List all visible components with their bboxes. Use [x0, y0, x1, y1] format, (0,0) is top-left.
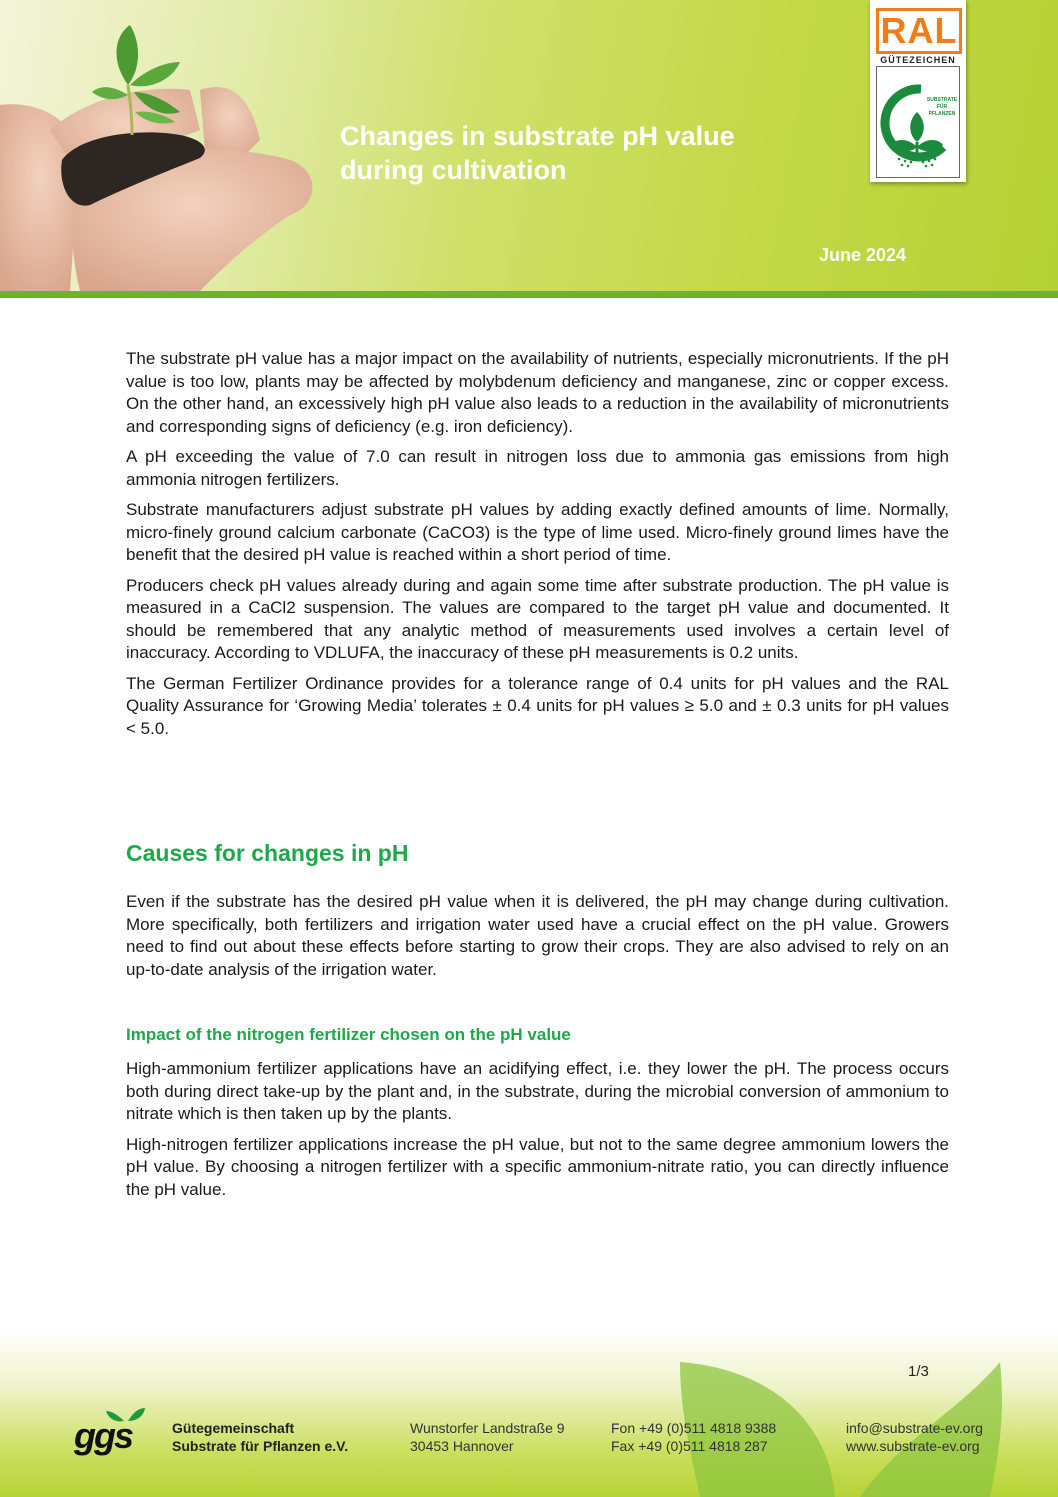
decorative-leaves-icon — [0, 1330, 1058, 1497]
org-line-2: Substrate für Pflanzen e.V. — [172, 1438, 349, 1454]
address — [410, 1419, 565, 1455]
website-link[interactable]: www.substrate-ev.org — [846, 1438, 980, 1454]
email-link[interactable]: info@substrate-ev.org — [846, 1420, 983, 1436]
causes-section — [126, 891, 949, 989]
seal-text: SUBSTRATE FÜR PFLANZEN — [926, 97, 958, 117]
address-city: 30453 Hannover — [410, 1438, 514, 1454]
document-title — [340, 119, 820, 187]
ral-subtitle: GÜTEZEICHEN — [880, 55, 956, 65]
paragraph: High-ammonium fertilizer applications have an acidifying effect, i.e. they lower the pH. The process occurs both during direct take-up by the plant and, in the substrate, during the microbial conversion of ammonium to nitrate which is then taken up by the plants. — [126, 1059, 949, 1123]
fax-number: Fax +49 (0)511 4818 287 — [611, 1438, 768, 1454]
section-heading-causes: Causes for changes in pH — [126, 840, 409, 866]
title-line-1: Changes in substrate pH value — [340, 121, 735, 151]
contact-web — [846, 1419, 983, 1455]
paragraph: High-nitrogen fertilizer applications increase the pH value, but not to the same degree ammonium lowers the pH value. By choosing a nitrogen fertilizer with a specific ammonium-nitrate ratio, you can directly influence the pH value. — [126, 1134, 949, 1199]
paragraph: The substrate pH value has a major impact on the availability of nutrients, especially micronutrients. If the pH value is too low, plants may be affected by molybdenum deficiency and manganese, zinc or copper excess. On the other hand, an excessively high pH value also leads to a reduction in the availability of micronutrients and corresponding signs of deficiency (e.g. iron deficiency). — [126, 349, 949, 436]
ral-quality-seal — [870, 0, 966, 182]
phone-number: Fon +49 (0)511 4818 9388 — [611, 1420, 777, 1436]
paragraph: The German Fertilizer Ordinance provides for a tolerance range of 0.4 units for pH values and the RAL Quality Assurance for ‘Growing Media’ tolerates ± 0.4 units for pH values ≥ 5.0 and ± 0.3 units for pH values < 5.0. — [126, 673, 949, 738]
publication-date: June 2024 — [819, 245, 907, 265]
paragraph: A pH exceeding the value of 7.0 can result in nitrogen loss due to ammonia gas emissions from high ammonia nitrogen fertilizers. — [126, 447, 949, 489]
ggs-logo: ggs — [74, 1415, 133, 1456]
paragraph: Even if the substrate has the desired pH value when it is delivered, the pH may change during cultivation. More specifically, both fertilizers and irrigation water used have a crucial effect on the pH value. Growers need to find out about these effects before starting to grow their crops. They are also advised to rely on an up-to-date analysis of the irrigation water. — [126, 892, 949, 979]
ral-brand-mark: RAL — [876, 8, 962, 54]
nitrogen-section — [126, 1058, 949, 1209]
ral-seal-frame — [876, 66, 960, 178]
footer — [0, 1330, 1058, 1497]
title-line-2: during cultivation — [340, 155, 567, 185]
page-number: 1/3 — [908, 1363, 929, 1380]
address-street: Wunstorfer Landstraße 9 — [410, 1420, 565, 1436]
paragraph: Substrate manufacturers adjust substrate pH values by adding exactly defined amounts of lime. Normally, micro-finely ground calcium carbonate (CaCO3) is the type of lime used. Micro-finely ground limes have the benefit that the desired pH value is reached within a short period of time. — [126, 500, 949, 564]
paragraph: Producers check pH values already during and again some time after substrate production. The pH value is measured in a CaCl2 suspension. The values are compared to the target pH value and documented. It should be remembered that any analytic method of measurements used involves a certain level of inaccuracy. According to VDLUFA, the inaccuracy of these pH measurements is 0.2 units. — [126, 575, 949, 662]
intro-section — [126, 348, 949, 748]
org-line-1: Gütegemeinschaft — [172, 1420, 295, 1436]
subsection-heading-nitrogen: Impact of the nitrogen fertilizer chosen on the pH value — [126, 1025, 571, 1044]
contact-phone — [611, 1419, 776, 1455]
plant-seal-icon — [877, 67, 959, 177]
header-banner — [0, 0, 1058, 291]
hero-image-seedling-hands — [0, 0, 330, 291]
organization-name — [172, 1419, 348, 1455]
header-divider — [0, 291, 1058, 298]
